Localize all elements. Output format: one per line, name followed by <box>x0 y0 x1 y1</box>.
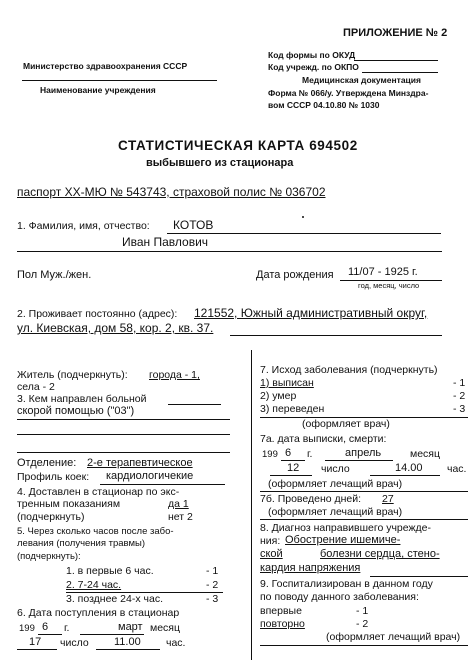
admit-time-line <box>96 649 160 650</box>
meddoc-label: Медицинская документация <box>302 75 421 85</box>
ussr-label: вом СССР 04.10.80 № 1030 <box>268 100 380 110</box>
outcome-label: 7. Исход заболевания (подчеркнуть) <box>260 364 438 376</box>
admit-day-line <box>17 649 57 650</box>
dob-caption: год, месяц, число <box>358 281 420 290</box>
given-name-value: Иван Павлович <box>122 235 209 249</box>
dob-label: Дата рождения <box>256 269 334 281</box>
blank-line-1 <box>17 434 230 435</box>
referred-underline <box>17 419 230 420</box>
admit-day: 17 <box>29 636 42 648</box>
admit-g: г. <box>64 622 70 634</box>
discharge-day: 12 <box>287 462 300 474</box>
resident-village: села - 2 <box>17 381 55 393</box>
emergency-label-3: (подчеркнуть) <box>17 511 85 523</box>
profile-line <box>100 484 225 485</box>
hospitalized-doctor-note: (оформляет лечащий врач) <box>326 631 461 643</box>
first-time-label: впервые <box>260 605 302 617</box>
outcome-3: 3) переведен <box>260 403 325 415</box>
resident-city: города - 1, <box>149 369 200 381</box>
ink-dot <box>302 216 304 218</box>
admit-label: 6. Дата поступления в стационар <box>17 607 180 619</box>
hours-option-3-code: - 3 <box>206 593 219 605</box>
admit-year-prefix: 199 <box>19 623 35 634</box>
days-value: 27 <box>382 493 394 505</box>
diagnosis-label-2: ния: <box>260 535 281 547</box>
discharge-month-line <box>325 460 393 461</box>
outcome-2: 2) умер <box>260 390 297 402</box>
admit-day-label: число <box>60 637 89 649</box>
outcome-2-code: - 2 <box>453 390 466 402</box>
department-value: 2-е терапевтическое <box>87 457 193 469</box>
days-line <box>260 519 468 520</box>
profile-label: Профиль коек: <box>17 471 90 483</box>
diagnosis-value-2a: ской <box>260 548 283 560</box>
outcome-1: 1) выписан <box>260 377 314 389</box>
ministry-label: Министерство здравоохранения СССР <box>23 61 188 71</box>
first-time-code: - 1 <box>356 605 369 617</box>
hospitalized-label-1: 9. Госпитализирован в данном году <box>260 578 433 590</box>
emergency-label-1: 4. Доставлен в стационар по экс- <box>17 486 180 498</box>
address-line-fill <box>230 335 442 336</box>
admit-time-label: час. <box>166 637 186 649</box>
repeat-label: повторно <box>260 618 305 630</box>
okud-label: Код формы по ОКУД <box>268 50 356 60</box>
days-doctor-note: (оформляет лечащий врач) <box>268 506 403 518</box>
hospitalized-line <box>260 645 468 646</box>
diagnosis-value-1: Обострение ишемиче- <box>285 534 401 546</box>
discharge-time: 14.00 <box>395 462 423 474</box>
admit-time: 11.00 <box>114 636 141 648</box>
discharge-day-line <box>270 475 312 476</box>
address-line-1: 121552, Южный административный округ, <box>194 306 428 320</box>
hours-option-1: 1. в первые 6 час. <box>66 565 154 577</box>
surname-line <box>167 233 441 234</box>
admit-month: март <box>118 621 143 633</box>
admit-year-line <box>38 634 62 635</box>
address-line-2: ул. Киевская, дом 58, кор. 2, кв. 37. <box>17 321 214 335</box>
emergency-label-2: тренным показаниям <box>17 498 121 510</box>
institution-line <box>22 80 217 81</box>
sex-label: Пол Муж./жен. <box>17 269 92 281</box>
form-label: Форма № 066/у. Утверждена Минздра- <box>268 88 429 98</box>
discharge-year-prefix: 199 <box>262 449 278 460</box>
emergency-yes: да 1 <box>168 498 189 510</box>
diagnosis-line <box>370 576 468 577</box>
referred-line <box>168 404 221 405</box>
discharge-g: г. <box>307 448 313 460</box>
institution-label: Наименование учреждения <box>40 85 156 95</box>
outcome-doctor-note: (оформляет врач) <box>302 418 390 430</box>
diagnosis-value-3: кардия напряжения <box>260 562 361 574</box>
diagnosis-label-1: 8. Диагноз направившего учрежде- <box>260 522 431 534</box>
surname-value: КОТОВ <box>173 218 214 232</box>
discharge-month: апрель <box>345 447 382 459</box>
discharge-line <box>260 491 468 492</box>
okud-line <box>354 60 438 61</box>
address-label: 2. Проживает постоянно (адрес): <box>17 308 178 320</box>
discharge-time-label: час. <box>447 463 467 475</box>
repeat-code: - 2 <box>356 618 369 630</box>
hospitalized-label-2: по поводу данного заболевания: <box>260 591 419 603</box>
given-name-line <box>17 251 442 252</box>
hours-label-2: левания (получения травмы) <box>17 538 146 549</box>
resident-label: Житель (подчеркнуть): <box>17 369 128 381</box>
hours-label-3: (подчеркнуть): <box>17 551 81 562</box>
okpo-label: Код учрежд. по ОКПО <box>268 62 359 72</box>
discharge-time-line <box>370 475 440 476</box>
hours-option-2-code: - 2 <box>206 579 219 591</box>
discharge-label: 7а. дата выписки, смерти: <box>260 433 387 445</box>
profile-value: кардиологичекие <box>106 470 194 482</box>
hours-option-1-code: - 1 <box>206 565 219 577</box>
admit-month-label: месяц <box>150 622 181 634</box>
discharge-year-line <box>281 460 305 461</box>
outcome-3-code: - 3 <box>453 403 466 415</box>
emergency-no: нет 2 <box>168 511 193 523</box>
passport-line: паспорт ХХ-МЮ № 543743, страховой полис № 036702 <box>17 185 326 199</box>
card-subtitle: выбывшего из стационара <box>146 157 294 169</box>
column-divider <box>251 350 252 660</box>
blank-line-2 <box>17 452 230 453</box>
referred-value: скорой помощью ("03") <box>17 405 135 417</box>
admit-year-digit: 6 <box>42 621 49 633</box>
referred-label: 3. Кем направлен больной <box>17 393 147 405</box>
appendix-label: ПРИЛОЖЕНИЕ № 2 <box>343 27 448 39</box>
discharge-doctor-note: (оформляет лечащий врач) <box>268 478 403 490</box>
diagnosis-value-2b: болезни сердца, стено- <box>320 548 440 560</box>
admit-month-line <box>80 634 144 635</box>
name-label: 1. Фамилия, имя, отчество: <box>17 220 150 232</box>
hours-option-3: 3. позднее 24-х час. <box>66 593 164 605</box>
discharge-year-digit: 6 <box>285 447 292 459</box>
hours-label-1: 5. Через сколько часов после забо- <box>17 526 174 537</box>
okpo-line <box>362 72 438 73</box>
dob-value: 11/07 - 1925 г. <box>348 266 418 278</box>
hours-option-2: 2. 7-24 час. <box>66 579 122 591</box>
discharge-day-label: число <box>321 463 350 475</box>
department-label: Отделение: <box>17 457 77 469</box>
discharge-month-label: месяц <box>410 448 441 460</box>
card-title: СТАТИСТИЧЕСКАЯ КАРТА 694502 <box>118 138 358 153</box>
days-label: 7б. Проведено дней: <box>260 493 362 505</box>
outcome-1-code: - 1 <box>453 377 466 389</box>
